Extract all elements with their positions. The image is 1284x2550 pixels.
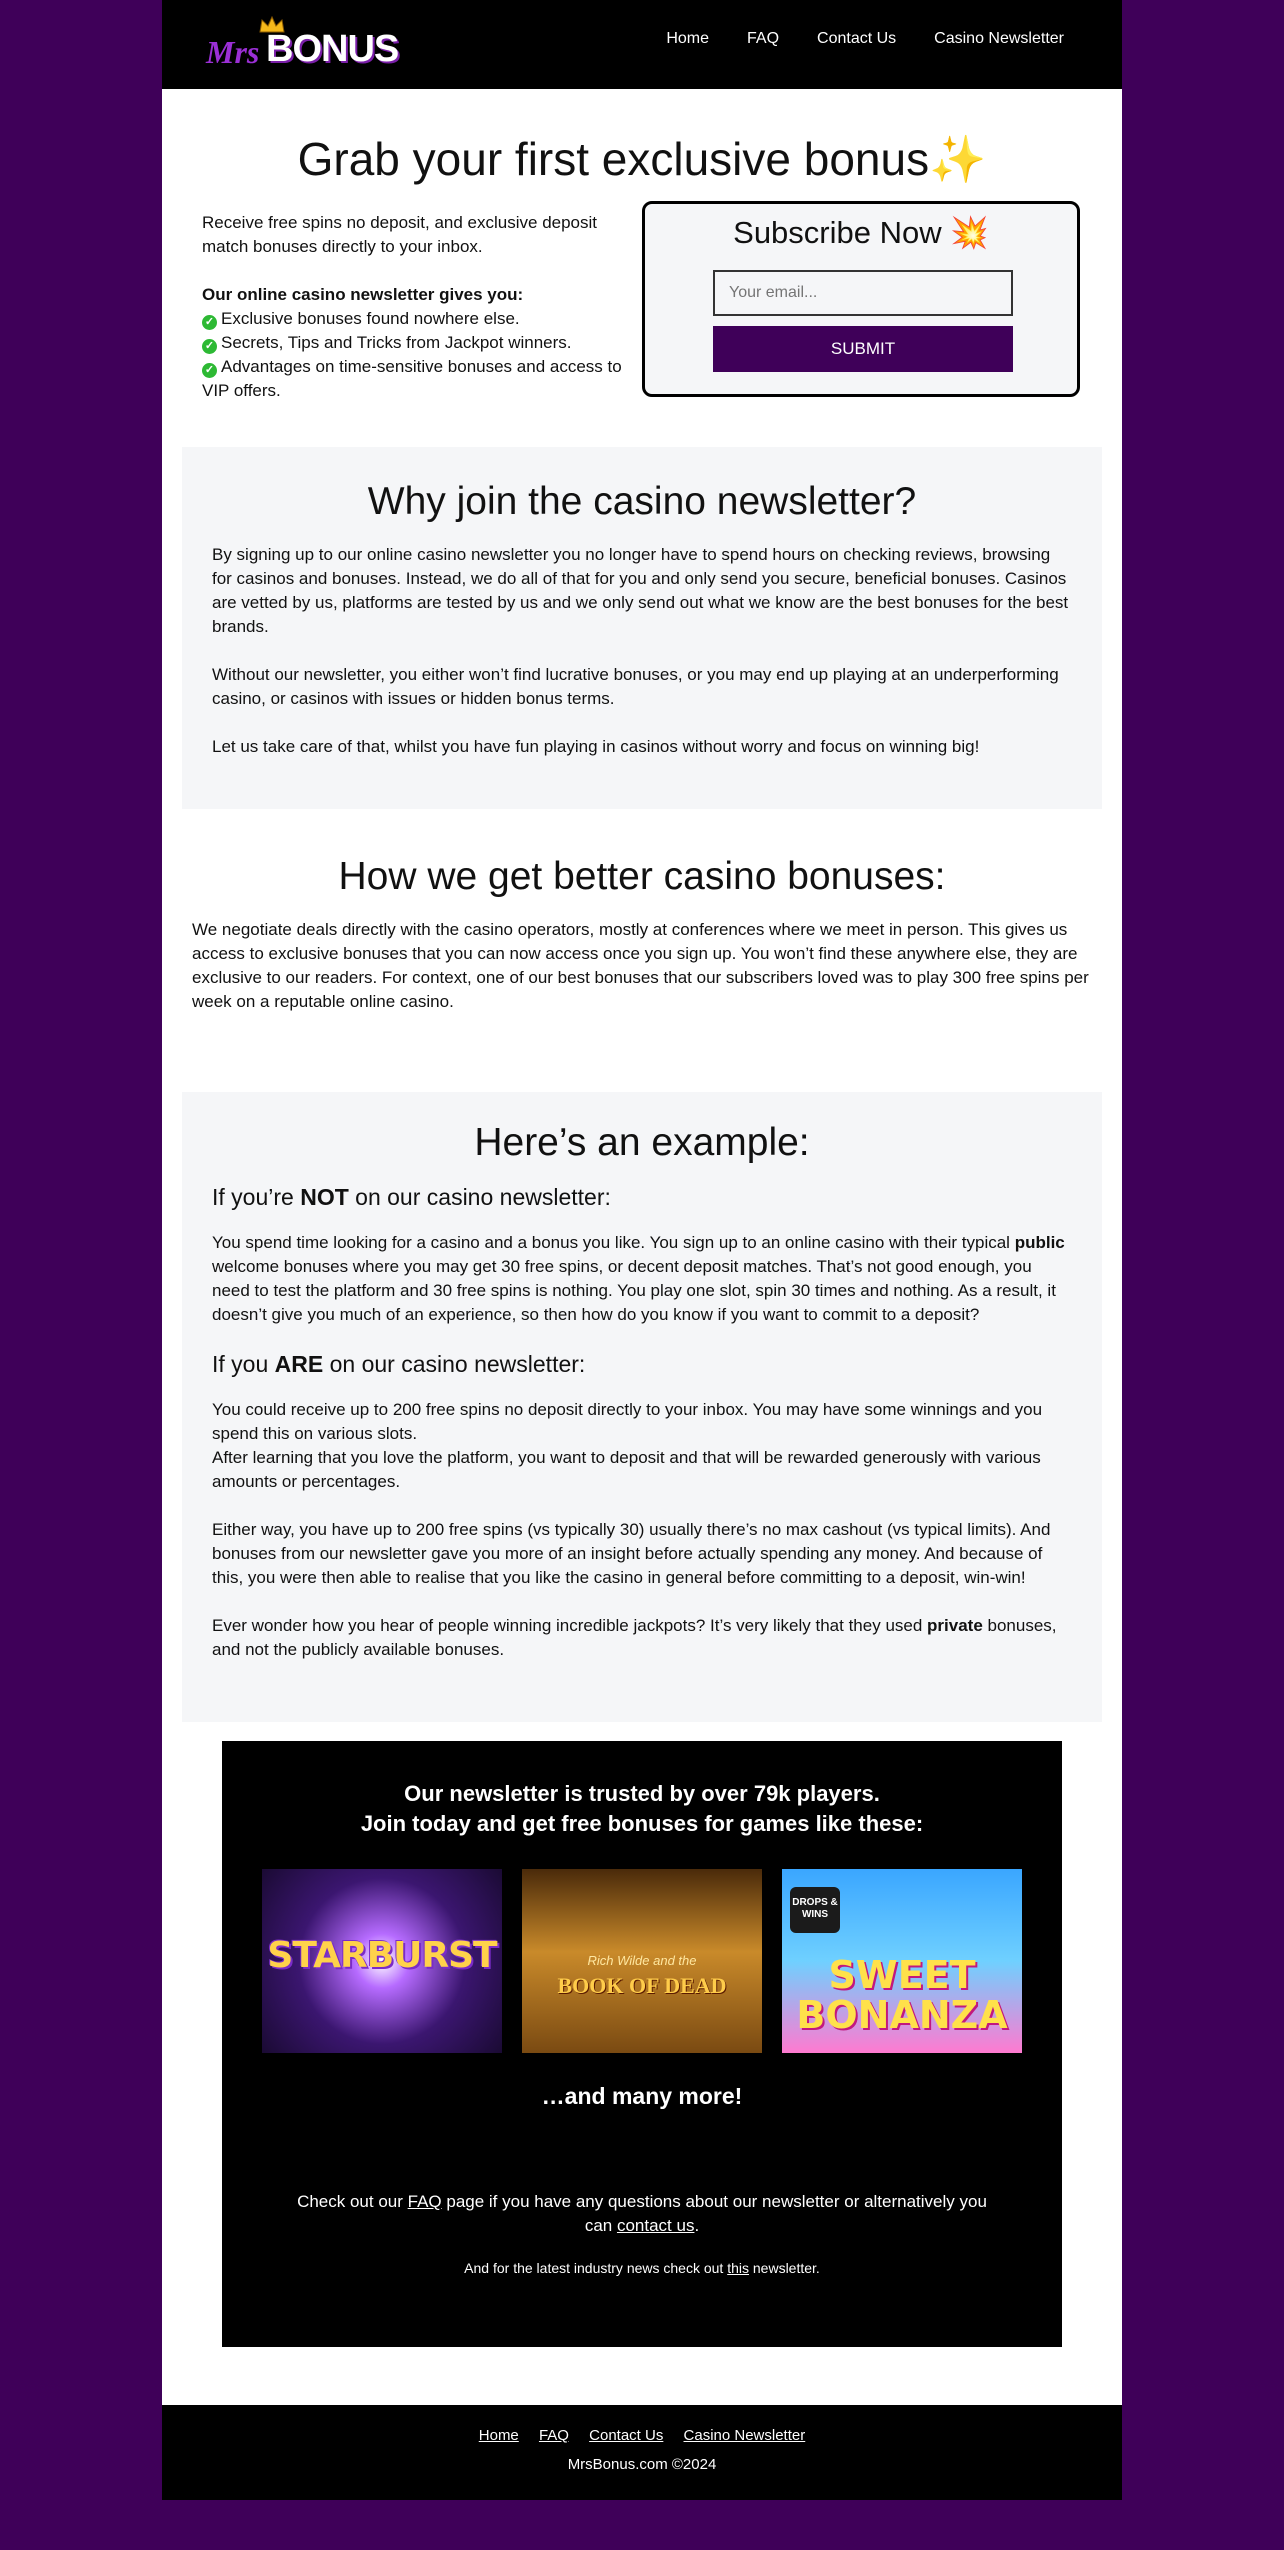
- trusted-by-box: [222, 1741, 1062, 2347]
- game-title: STARBURST: [267, 1935, 497, 1976]
- check-icon: ✓: [202, 363, 217, 378]
- example-section: [182, 1092, 1102, 1722]
- faq-link[interactable]: FAQ: [407, 2192, 442, 2211]
- game-sweet-bonanza[interactable]: [782, 1869, 1022, 2053]
- many-more-text: …and many more!: [541, 2083, 743, 2109]
- subscribe-box: [642, 201, 1080, 397]
- game-book-of-dead[interactable]: [522, 1869, 762, 2053]
- logo-main: BONUS: [266, 28, 399, 70]
- nav-faq[interactable]: FAQ: [747, 30, 780, 47]
- footer-nav: [162, 2427, 1122, 2444]
- page-container: [162, 0, 1122, 2500]
- trust-line-1: Our newsletter is trusted by over 79k players.: [404, 1781, 880, 1806]
- subscribed-paragraph: Either way, you have up to 200 free spins (vs typically 30) usually there’s no max cashout (vs typical limits). And bonuses from our newsletter gave you more of an insight before actually spending any money. And because of this, you were then able to realise that you like the casino in general before committing to a deposit, win-win!: [212, 1520, 1051, 1587]
- hero-section: [162, 189, 1122, 419]
- subscribed-paragraph: You could receive up to 200 free spins no deposit directly to your inbox. You may have some winnings and you spend this on various slots. After learning that you love the platform, you want to deposit and that will be rewarded generously with various amounts or percentages.: [212, 1400, 1043, 1491]
- example-title: Here’s an example:: [474, 1121, 810, 1164]
- why-paragraph: By signing up to our online casino newsletter you no longer have to spend hours on checking reviews, browsing for casinos and bonuses. Instead, we do all of that for you and only send you secure, beneficial bonuses. Casinos are vetted by us, platforms are tested by us and we only send out what we know are the best bonuses for the best brands.: [212, 545, 1069, 636]
- subscribe-title: Subscribe Now 💥: [733, 215, 989, 250]
- how-title: How we get better casino bonuses:: [338, 855, 946, 898]
- site-footer: [162, 2405, 1122, 2500]
- footer-nav-home[interactable]: Home: [478, 2427, 519, 2444]
- benefit-text: Secrets, Tips and Tricks from Jackpot winners.: [221, 333, 572, 352]
- benefit-item: [202, 307, 642, 331]
- footer-nav-faq[interactable]: FAQ: [538, 2427, 569, 2444]
- trust-line-2: Join today and get free bonuses for games like these:: [360, 1811, 924, 1836]
- news-link[interactable]: this: [727, 2260, 749, 2276]
- how-paragraph: We negotiate deals directly with the casino operators, mostly at conferences where we meet in person. This gives us access to exclusive bonuses that you can now access once you sign up. You won’t find these anywhere else, they are exclusive to our readers. For context, one of our best bonuses that our subscribers loved was to play 300 free spins per week on a reputable online casino.: [192, 920, 1089, 1011]
- subscribed-paragraph: Ever wonder how you hear of people winning incredible jackpots? It’s very likely that they used private bonuses, and not the publicly available bonuses.: [212, 1616, 1057, 1659]
- game-starburst[interactable]: [262, 1869, 502, 2053]
- logo-prefix: Mrs: [206, 34, 260, 70]
- benefit-item: [202, 331, 642, 355]
- hero-text: [202, 211, 642, 403]
- drops-wins-badge: DROPS & WINS: [790, 1887, 840, 1933]
- why-paragraph: Without our newsletter, you either won’t find lucrative bonuses, or you may end up playing at an underperforming casino, or casinos with issues or hidden bonus terms.: [212, 665, 1059, 708]
- site-logo[interactable]: [204, 18, 404, 70]
- hero-title: Grab your first exclusive bonus✨: [297, 133, 987, 185]
- game-subtitle: Rich Wilde and the: [587, 1953, 697, 1968]
- why-paragraph: Let us take care of that, whilst you have fun playing in casinos without worry and focus on winning big!: [212, 737, 980, 756]
- copyright: MrsBonus.com ©2024: [567, 2456, 717, 2473]
- game-title: BOOK OF DEAD: [557, 1973, 727, 1998]
- benefit-item: [202, 355, 642, 403]
- email-field[interactable]: [713, 270, 1013, 316]
- why-join-section: [182, 447, 1102, 809]
- contact-us-link[interactable]: contact us: [616, 2216, 695, 2235]
- trust-heading: [222, 1779, 1062, 1839]
- subscribed-heading: If you ARE on our casino newsletter:: [212, 1351, 586, 1377]
- faq-text: Check out our FAQ page if you have any questions about our newsletter or alternatively you can contact us.: [297, 2192, 987, 2235]
- check-icon: ✓: [202, 339, 217, 354]
- footer-nav-casino-newsletter[interactable]: Casino Newsletter: [683, 2427, 806, 2444]
- game-title: SWEET BONANZA: [796, 1953, 1008, 2037]
- how-section: [192, 852, 1092, 1014]
- why-title: Why join the casino newsletter?: [367, 480, 917, 523]
- nav-home[interactable]: Home: [666, 30, 710, 47]
- benefit-text: Advantages on time-sensitive bonuses and access to VIP offers.: [202, 357, 622, 400]
- main-nav: [628, 30, 1064, 48]
- site-header: [162, 0, 1122, 89]
- news-text: And for the latest industry news check out this newsletter.: [464, 2260, 820, 2276]
- nav-casino-newsletter[interactable]: Casino Newsletter: [934, 30, 1064, 47]
- submit-button[interactable]: SUBMIT: [713, 326, 1013, 372]
- not-subscribed-paragraph: You spend time looking for a casino and a bonus you like. You sign up to an online casino with their typical public welcome bonuses where you may get 30 free spins, or decent deposit matches. That’s not good enough, you need to test the platform and 30 free spins is nothing. You play one slot, spin 30 times and nothing. As a result, it doesn’t give you much of an experience, so then how do you know if you want to commit to a deposit?: [212, 1233, 1065, 1324]
- hero-intro: Receive free spins no deposit, and exclusive deposit match bonuses directly to your inbox.: [202, 213, 598, 256]
- benefits-heading: Our online casino newsletter gives you:: [202, 285, 524, 304]
- check-icon: ✓: [202, 315, 217, 330]
- nav-contact-us[interactable]: Contact Us: [817, 30, 897, 47]
- not-subscribed-heading: If you’re NOT on our casino newsletter:: [212, 1184, 611, 1210]
- games-row: [222, 1869, 1062, 2053]
- benefit-text: Exclusive bonuses found nowhere else.: [221, 309, 520, 328]
- footer-nav-contact-us[interactable]: Contact Us: [589, 2427, 664, 2444]
